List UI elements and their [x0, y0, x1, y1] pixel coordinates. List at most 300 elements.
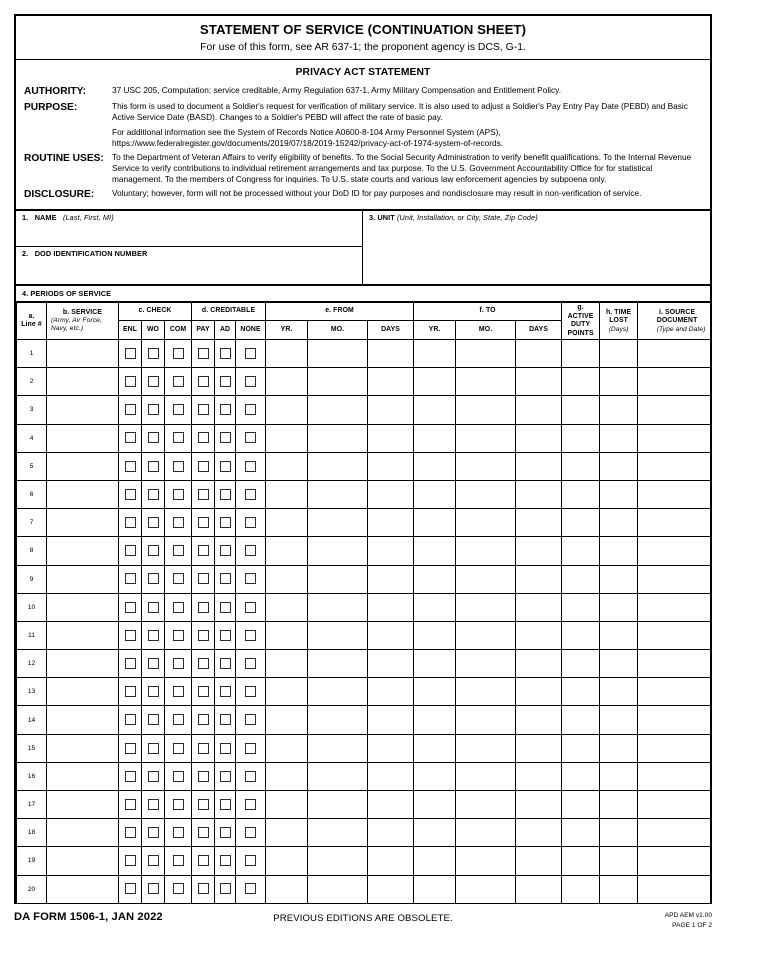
- row-checkbox-wo[interactable]: [142, 565, 165, 593]
- checkbox-icon[interactable]: [125, 573, 136, 584]
- row-service-input[interactable]: [47, 791, 119, 819]
- row-time-lost-input[interactable]: [600, 340, 638, 368]
- checkbox-icon[interactable]: [125, 489, 136, 500]
- row-from-mo-input[interactable]: [308, 452, 368, 480]
- row-from-days-input[interactable]: [368, 452, 414, 480]
- row-to-yr-input[interactable]: [414, 340, 456, 368]
- row-from-mo-input[interactable]: [308, 396, 368, 424]
- checkbox-icon[interactable]: [125, 376, 136, 387]
- row-to-yr-input[interactable]: [414, 424, 456, 452]
- checkbox-icon[interactable]: [245, 686, 256, 697]
- row-checkbox-wo[interactable]: [142, 340, 165, 368]
- row-time-lost-input[interactable]: [600, 368, 638, 396]
- checkbox-icon[interactable]: [220, 376, 231, 387]
- checkbox-icon[interactable]: [148, 743, 159, 754]
- row-checkbox-none[interactable]: [236, 734, 266, 762]
- row-from-days-input[interactable]: [368, 678, 414, 706]
- row-to-yr-input[interactable]: [414, 734, 456, 762]
- row-points-input[interactable]: [562, 424, 600, 452]
- row-checkbox-none[interactable]: [236, 368, 266, 396]
- checkbox-icon[interactable]: [173, 883, 184, 894]
- row-points-input[interactable]: [562, 452, 600, 480]
- checkbox-icon[interactable]: [220, 602, 231, 613]
- row-checkbox-none[interactable]: [236, 396, 266, 424]
- row-checkbox-wo[interactable]: [142, 762, 165, 790]
- row-checkbox-pay[interactable]: [192, 847, 215, 875]
- checkbox-icon[interactable]: [148, 799, 159, 810]
- checkbox-icon[interactable]: [125, 602, 136, 613]
- row-from-yr-input[interactable]: [266, 593, 308, 621]
- checkbox-icon[interactable]: [220, 517, 231, 528]
- row-service-input[interactable]: [47, 678, 119, 706]
- row-points-input[interactable]: [562, 791, 600, 819]
- row-to-days-input[interactable]: [516, 424, 562, 452]
- row-to-mo-input[interactable]: [456, 734, 516, 762]
- row-from-days-input[interactable]: [368, 368, 414, 396]
- row-points-input[interactable]: [562, 734, 600, 762]
- row-time-lost-input[interactable]: [600, 875, 638, 903]
- row-to-days-input[interactable]: [516, 509, 562, 537]
- row-checkbox-ad[interactable]: [215, 565, 236, 593]
- row-to-yr-input[interactable]: [414, 847, 456, 875]
- checkbox-icon[interactable]: [148, 348, 159, 359]
- row-checkbox-ad[interactable]: [215, 593, 236, 621]
- row-source-input[interactable]: [638, 480, 711, 508]
- row-service-input[interactable]: [47, 368, 119, 396]
- row-checkbox-none[interactable]: [236, 565, 266, 593]
- row-to-yr-input[interactable]: [414, 565, 456, 593]
- row-checkbox-ad[interactable]: [215, 452, 236, 480]
- row-checkbox-none[interactable]: [236, 819, 266, 847]
- row-source-input[interactable]: [638, 791, 711, 819]
- row-points-input[interactable]: [562, 819, 600, 847]
- row-source-input[interactable]: [638, 593, 711, 621]
- row-time-lost-input[interactable]: [600, 734, 638, 762]
- checkbox-icon[interactable]: [173, 489, 184, 500]
- row-to-mo-input[interactable]: [456, 650, 516, 678]
- row-checkbox-wo[interactable]: [142, 734, 165, 762]
- row-service-input[interactable]: [47, 340, 119, 368]
- row-checkbox-enl[interactable]: [119, 706, 142, 734]
- row-from-days-input[interactable]: [368, 847, 414, 875]
- checkbox-icon[interactable]: [148, 404, 159, 415]
- row-time-lost-input[interactable]: [600, 650, 638, 678]
- row-from-yr-input[interactable]: [266, 480, 308, 508]
- row-source-input[interactable]: [638, 396, 711, 424]
- row-checkbox-enl[interactable]: [119, 340, 142, 368]
- checkbox-icon[interactable]: [220, 545, 231, 556]
- row-to-yr-input[interactable]: [414, 621, 456, 649]
- checkbox-icon[interactable]: [245, 517, 256, 528]
- checkbox-icon[interactable]: [198, 489, 209, 500]
- row-checkbox-none[interactable]: [236, 509, 266, 537]
- row-from-days-input[interactable]: [368, 621, 414, 649]
- checkbox-icon[interactable]: [220, 404, 231, 415]
- row-source-input[interactable]: [638, 424, 711, 452]
- row-from-mo-input[interactable]: [308, 480, 368, 508]
- checkbox-icon[interactable]: [245, 883, 256, 894]
- row-to-mo-input[interactable]: [456, 762, 516, 790]
- row-from-yr-input[interactable]: [266, 621, 308, 649]
- row-checkbox-enl[interactable]: [119, 734, 142, 762]
- row-service-input[interactable]: [47, 452, 119, 480]
- row-from-yr-input[interactable]: [266, 424, 308, 452]
- checkbox-icon[interactable]: [148, 461, 159, 472]
- row-time-lost-input[interactable]: [600, 678, 638, 706]
- row-to-mo-input[interactable]: [456, 706, 516, 734]
- row-from-mo-input[interactable]: [308, 368, 368, 396]
- checkbox-icon[interactable]: [198, 855, 209, 866]
- checkbox-icon[interactable]: [245, 771, 256, 782]
- row-checkbox-enl[interactable]: [119, 621, 142, 649]
- checkbox-icon[interactable]: [245, 432, 256, 443]
- row-to-days-input[interactable]: [516, 396, 562, 424]
- row-points-input[interactable]: [562, 593, 600, 621]
- row-from-yr-input[interactable]: [266, 791, 308, 819]
- row-checkbox-pay[interactable]: [192, 480, 215, 508]
- row-source-input[interactable]: [638, 537, 711, 565]
- row-to-mo-input[interactable]: [456, 452, 516, 480]
- checkbox-icon[interactable]: [173, 517, 184, 528]
- row-to-mo-input[interactable]: [456, 565, 516, 593]
- row-from-mo-input[interactable]: [308, 847, 368, 875]
- row-checkbox-ad[interactable]: [215, 480, 236, 508]
- row-from-days-input[interactable]: [368, 875, 414, 903]
- row-from-yr-input[interactable]: [266, 678, 308, 706]
- row-to-yr-input[interactable]: [414, 480, 456, 508]
- checkbox-icon[interactable]: [198, 348, 209, 359]
- row-to-mo-input[interactable]: [456, 480, 516, 508]
- row-to-mo-input[interactable]: [456, 593, 516, 621]
- row-points-input[interactable]: [562, 621, 600, 649]
- checkbox-icon[interactable]: [173, 376, 184, 387]
- checkbox-icon[interactable]: [245, 545, 256, 556]
- row-checkbox-com[interactable]: [165, 452, 192, 480]
- row-checkbox-com[interactable]: [165, 734, 192, 762]
- row-checkbox-ad[interactable]: [215, 424, 236, 452]
- row-checkbox-enl[interactable]: [119, 509, 142, 537]
- row-service-input[interactable]: [47, 480, 119, 508]
- checkbox-icon[interactable]: [148, 855, 159, 866]
- row-to-yr-input[interactable]: [414, 762, 456, 790]
- row-points-input[interactable]: [562, 565, 600, 593]
- row-checkbox-none[interactable]: [236, 678, 266, 706]
- row-source-input[interactable]: [638, 621, 711, 649]
- row-checkbox-pay[interactable]: [192, 424, 215, 452]
- row-checkbox-pay[interactable]: [192, 565, 215, 593]
- row-checkbox-pay[interactable]: [192, 509, 215, 537]
- checkbox-icon[interactable]: [125, 686, 136, 697]
- row-points-input[interactable]: [562, 678, 600, 706]
- checkbox-icon[interactable]: [125, 855, 136, 866]
- checkbox-icon[interactable]: [245, 658, 256, 669]
- row-service-input[interactable]: [47, 875, 119, 903]
- row-checkbox-enl[interactable]: [119, 565, 142, 593]
- row-checkbox-wo[interactable]: [142, 452, 165, 480]
- row-from-mo-input[interactable]: [308, 424, 368, 452]
- row-checkbox-com[interactable]: [165, 678, 192, 706]
- row-checkbox-ad[interactable]: [215, 340, 236, 368]
- row-to-days-input[interactable]: [516, 340, 562, 368]
- checkbox-icon[interactable]: [198, 714, 209, 725]
- checkbox-icon[interactable]: [173, 686, 184, 697]
- checkbox-icon[interactable]: [220, 573, 231, 584]
- checkbox-icon[interactable]: [245, 602, 256, 613]
- row-to-yr-input[interactable]: [414, 593, 456, 621]
- row-checkbox-none[interactable]: [236, 340, 266, 368]
- checkbox-icon[interactable]: [220, 489, 231, 500]
- row-checkbox-none[interactable]: [236, 791, 266, 819]
- row-checkbox-wo[interactable]: [142, 396, 165, 424]
- checkbox-icon[interactable]: [220, 855, 231, 866]
- row-service-input[interactable]: [47, 762, 119, 790]
- row-time-lost-input[interactable]: [600, 593, 638, 621]
- row-checkbox-pay[interactable]: [192, 734, 215, 762]
- row-checkbox-wo[interactable]: [142, 509, 165, 537]
- checkbox-icon[interactable]: [173, 771, 184, 782]
- row-checkbox-com[interactable]: [165, 875, 192, 903]
- row-checkbox-none[interactable]: [236, 706, 266, 734]
- checkbox-icon[interactable]: [148, 827, 159, 838]
- row-to-days-input[interactable]: [516, 678, 562, 706]
- row-source-input[interactable]: [638, 509, 711, 537]
- row-checkbox-ad[interactable]: [215, 650, 236, 678]
- checkbox-icon[interactable]: [173, 630, 184, 641]
- row-to-mo-input[interactable]: [456, 509, 516, 537]
- checkbox-icon[interactable]: [148, 489, 159, 500]
- checkbox-icon[interactable]: [125, 883, 136, 894]
- row-checkbox-com[interactable]: [165, 819, 192, 847]
- row-checkbox-enl[interactable]: [119, 537, 142, 565]
- row-time-lost-input[interactable]: [600, 791, 638, 819]
- row-checkbox-pay[interactable]: [192, 396, 215, 424]
- checkbox-icon[interactable]: [173, 602, 184, 613]
- row-points-input[interactable]: [562, 340, 600, 368]
- row-checkbox-pay[interactable]: [192, 537, 215, 565]
- row-from-mo-input[interactable]: [308, 340, 368, 368]
- checkbox-icon[interactable]: [198, 432, 209, 443]
- row-service-input[interactable]: [47, 650, 119, 678]
- checkbox-icon[interactable]: [125, 799, 136, 810]
- row-points-input[interactable]: [562, 650, 600, 678]
- row-points-input[interactable]: [562, 509, 600, 537]
- checkbox-icon[interactable]: [245, 573, 256, 584]
- row-points-input[interactable]: [562, 706, 600, 734]
- row-to-yr-input[interactable]: [414, 368, 456, 396]
- checkbox-icon[interactable]: [173, 799, 184, 810]
- row-checkbox-pay[interactable]: [192, 650, 215, 678]
- row-from-days-input[interactable]: [368, 734, 414, 762]
- row-checkbox-wo[interactable]: [142, 650, 165, 678]
- row-checkbox-ad[interactable]: [215, 762, 236, 790]
- row-time-lost-input[interactable]: [600, 565, 638, 593]
- row-checkbox-wo[interactable]: [142, 480, 165, 508]
- row-time-lost-input[interactable]: [600, 424, 638, 452]
- checkbox-icon[interactable]: [220, 630, 231, 641]
- row-checkbox-enl[interactable]: [119, 368, 142, 396]
- checkbox-icon[interactable]: [220, 771, 231, 782]
- row-to-yr-input[interactable]: [414, 678, 456, 706]
- checkbox-icon[interactable]: [173, 348, 184, 359]
- row-service-input[interactable]: [47, 537, 119, 565]
- row-checkbox-com[interactable]: [165, 621, 192, 649]
- row-to-yr-input[interactable]: [414, 509, 456, 537]
- row-from-mo-input[interactable]: [308, 593, 368, 621]
- checkbox-icon[interactable]: [125, 771, 136, 782]
- row-to-days-input[interactable]: [516, 875, 562, 903]
- row-source-input[interactable]: [638, 650, 711, 678]
- row-to-yr-input[interactable]: [414, 819, 456, 847]
- row-checkbox-enl[interactable]: [119, 678, 142, 706]
- checkbox-icon[interactable]: [245, 376, 256, 387]
- row-time-lost-input[interactable]: [600, 847, 638, 875]
- row-source-input[interactable]: [638, 368, 711, 396]
- row-checkbox-none[interactable]: [236, 847, 266, 875]
- row-checkbox-enl[interactable]: [119, 424, 142, 452]
- row-checkbox-pay[interactable]: [192, 791, 215, 819]
- checkbox-icon[interactable]: [173, 404, 184, 415]
- checkbox-icon[interactable]: [148, 602, 159, 613]
- checkbox-icon[interactable]: [220, 714, 231, 725]
- row-to-yr-input[interactable]: [414, 396, 456, 424]
- name-field[interactable]: [16, 211, 362, 247]
- row-checkbox-ad[interactable]: [215, 509, 236, 537]
- checkbox-icon[interactable]: [148, 714, 159, 725]
- row-checkbox-com[interactable]: [165, 368, 192, 396]
- checkbox-icon[interactable]: [245, 855, 256, 866]
- row-checkbox-wo[interactable]: [142, 537, 165, 565]
- checkbox-icon[interactable]: [198, 376, 209, 387]
- row-to-yr-input[interactable]: [414, 791, 456, 819]
- row-time-lost-input[interactable]: [600, 706, 638, 734]
- row-to-mo-input[interactable]: [456, 424, 516, 452]
- row-checkbox-wo[interactable]: [142, 424, 165, 452]
- row-from-days-input[interactable]: [368, 424, 414, 452]
- checkbox-icon[interactable]: [245, 827, 256, 838]
- checkbox-icon[interactable]: [148, 686, 159, 697]
- row-from-yr-input[interactable]: [266, 537, 308, 565]
- checkbox-icon[interactable]: [198, 404, 209, 415]
- row-checkbox-none[interactable]: [236, 593, 266, 621]
- checkbox-icon[interactable]: [220, 883, 231, 894]
- row-service-input[interactable]: [47, 396, 119, 424]
- row-to-days-input[interactable]: [516, 762, 562, 790]
- checkbox-icon[interactable]: [173, 432, 184, 443]
- row-checkbox-pay[interactable]: [192, 368, 215, 396]
- checkbox-icon[interactable]: [125, 658, 136, 669]
- row-checkbox-com[interactable]: [165, 762, 192, 790]
- row-checkbox-ad[interactable]: [215, 537, 236, 565]
- row-from-yr-input[interactable]: [266, 847, 308, 875]
- row-points-input[interactable]: [562, 847, 600, 875]
- row-from-mo-input[interactable]: [308, 819, 368, 847]
- checkbox-icon[interactable]: [220, 658, 231, 669]
- row-checkbox-none[interactable]: [236, 621, 266, 649]
- row-checkbox-pay[interactable]: [192, 706, 215, 734]
- row-checkbox-pay[interactable]: [192, 621, 215, 649]
- row-time-lost-input[interactable]: [600, 537, 638, 565]
- row-time-lost-input[interactable]: [600, 509, 638, 537]
- checkbox-icon[interactable]: [245, 404, 256, 415]
- row-to-mo-input[interactable]: [456, 678, 516, 706]
- row-from-mo-input[interactable]: [308, 706, 368, 734]
- row-checkbox-enl[interactable]: [119, 791, 142, 819]
- row-checkbox-com[interactable]: [165, 565, 192, 593]
- checkbox-icon[interactable]: [245, 489, 256, 500]
- row-time-lost-input[interactable]: [600, 396, 638, 424]
- row-to-yr-input[interactable]: [414, 537, 456, 565]
- row-to-days-input[interactable]: [516, 706, 562, 734]
- row-to-days-input[interactable]: [516, 368, 562, 396]
- row-service-input[interactable]: [47, 734, 119, 762]
- checkbox-icon[interactable]: [220, 827, 231, 838]
- row-to-yr-input[interactable]: [414, 452, 456, 480]
- checkbox-icon[interactable]: [125, 827, 136, 838]
- checkbox-icon[interactable]: [125, 348, 136, 359]
- row-service-input[interactable]: [47, 621, 119, 649]
- checkbox-icon[interactable]: [173, 743, 184, 754]
- checkbox-icon[interactable]: [198, 799, 209, 810]
- row-checkbox-com[interactable]: [165, 537, 192, 565]
- checkbox-icon[interactable]: [125, 432, 136, 443]
- row-checkbox-enl[interactable]: [119, 650, 142, 678]
- row-to-mo-input[interactable]: [456, 368, 516, 396]
- row-checkbox-enl[interactable]: [119, 480, 142, 508]
- checkbox-icon[interactable]: [198, 743, 209, 754]
- checkbox-icon[interactable]: [220, 743, 231, 754]
- row-from-yr-input[interactable]: [266, 368, 308, 396]
- row-source-input[interactable]: [638, 452, 711, 480]
- row-from-days-input[interactable]: [368, 593, 414, 621]
- checkbox-icon[interactable]: [148, 573, 159, 584]
- row-from-mo-input[interactable]: [308, 762, 368, 790]
- row-from-yr-input[interactable]: [266, 452, 308, 480]
- checkbox-icon[interactable]: [198, 602, 209, 613]
- row-service-input[interactable]: [47, 819, 119, 847]
- checkbox-icon[interactable]: [245, 743, 256, 754]
- row-checkbox-com[interactable]: [165, 847, 192, 875]
- row-checkbox-com[interactable]: [165, 480, 192, 508]
- row-checkbox-com[interactable]: [165, 791, 192, 819]
- row-checkbox-wo[interactable]: [142, 368, 165, 396]
- row-from-mo-input[interactable]: [308, 791, 368, 819]
- checkbox-icon[interactable]: [198, 686, 209, 697]
- row-to-mo-input[interactable]: [456, 396, 516, 424]
- checkbox-icon[interactable]: [148, 771, 159, 782]
- row-service-input[interactable]: [47, 565, 119, 593]
- row-checkbox-com[interactable]: [165, 593, 192, 621]
- row-checkbox-enl[interactable]: [119, 762, 142, 790]
- row-points-input[interactable]: [562, 396, 600, 424]
- row-checkbox-ad[interactable]: [215, 678, 236, 706]
- row-from-yr-input[interactable]: [266, 706, 308, 734]
- row-time-lost-input[interactable]: [600, 621, 638, 649]
- row-service-input[interactable]: [47, 706, 119, 734]
- row-to-yr-input[interactable]: [414, 650, 456, 678]
- checkbox-icon[interactable]: [125, 404, 136, 415]
- row-checkbox-ad[interactable]: [215, 875, 236, 903]
- row-time-lost-input[interactable]: [600, 762, 638, 790]
- row-from-days-input[interactable]: [368, 480, 414, 508]
- checkbox-icon[interactable]: [148, 432, 159, 443]
- checkbox-icon[interactable]: [198, 573, 209, 584]
- row-from-days-input[interactable]: [368, 340, 414, 368]
- row-checkbox-wo[interactable]: [142, 593, 165, 621]
- row-checkbox-com[interactable]: [165, 340, 192, 368]
- checkbox-icon[interactable]: [173, 658, 184, 669]
- row-checkbox-enl[interactable]: [119, 452, 142, 480]
- row-to-yr-input[interactable]: [414, 875, 456, 903]
